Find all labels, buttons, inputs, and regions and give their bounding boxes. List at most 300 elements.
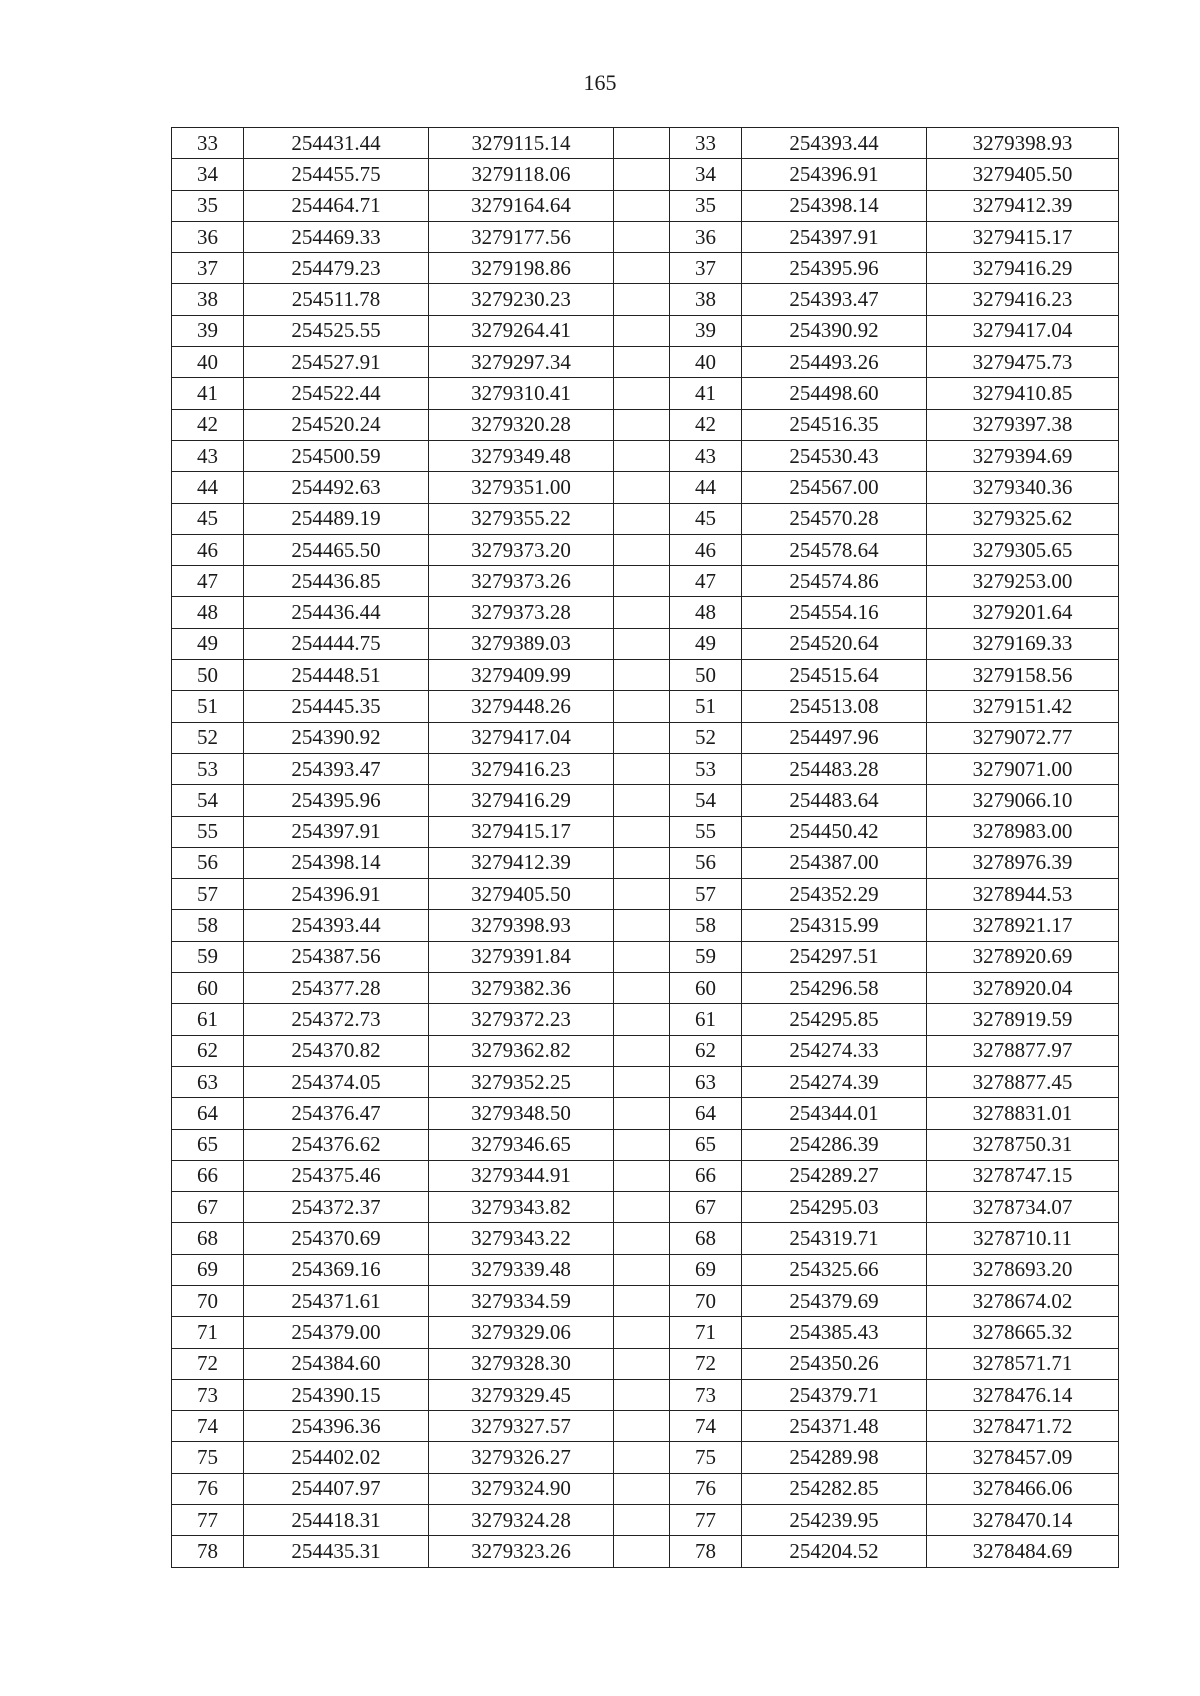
left-x-coordinate: 254370.82 [244,1035,429,1066]
right-y-coordinate: 3278747.15 [927,1160,1119,1191]
left-y-coordinate: 3279334.59 [429,1285,614,1316]
spacer-cell [614,1411,670,1442]
left-y-coordinate: 3279326.27 [429,1442,614,1473]
left-x-coordinate: 254464.71 [244,190,429,221]
table-row [172,315,1119,346]
spacer-cell [614,691,670,722]
table-row [172,628,1119,659]
left-y-coordinate: 3279118.06 [429,159,614,190]
right-point-number: 45 [670,503,742,534]
left-y-coordinate: 3279329.45 [429,1379,614,1410]
right-y-coordinate: 3278944.53 [927,879,1119,910]
left-y-coordinate: 3279448.26 [429,691,614,722]
left-x-coordinate: 254390.15 [244,1379,429,1410]
right-point-number: 38 [670,284,742,315]
left-x-coordinate: 254492.63 [244,472,429,503]
left-x-coordinate: 254418.31 [244,1505,429,1536]
table-row [172,1223,1119,1254]
right-point-number: 36 [670,221,742,252]
table-row [172,1160,1119,1191]
right-x-coordinate: 254295.85 [742,1004,927,1035]
right-x-coordinate: 254483.28 [742,753,927,784]
left-y-coordinate: 3279349.48 [429,440,614,471]
left-y-coordinate: 3279398.93 [429,910,614,941]
spacer-cell [614,660,670,691]
table-row [172,1098,1119,1129]
right-y-coordinate: 3278877.97 [927,1035,1119,1066]
left-x-coordinate: 254398.14 [244,847,429,878]
right-point-number: 57 [670,879,742,910]
left-point-number: 37 [172,253,244,284]
table-row [172,1129,1119,1160]
right-point-number: 61 [670,1004,742,1035]
left-point-number: 71 [172,1317,244,1348]
right-y-coordinate: 3278476.14 [927,1379,1119,1410]
table-row [172,597,1119,628]
spacer-cell [614,284,670,315]
right-x-coordinate: 254274.39 [742,1066,927,1097]
right-point-number: 40 [670,347,742,378]
right-y-coordinate: 3279072.77 [927,722,1119,753]
left-x-coordinate: 254511.78 [244,284,429,315]
right-point-number: 41 [670,378,742,409]
left-x-coordinate: 254395.96 [244,785,429,816]
table-row [172,1254,1119,1285]
right-x-coordinate: 254393.44 [742,128,927,159]
left-x-coordinate: 254396.91 [244,879,429,910]
left-point-number: 46 [172,534,244,565]
right-y-coordinate: 3279410.85 [927,378,1119,409]
left-y-coordinate: 3279329.06 [429,1317,614,1348]
left-y-coordinate: 3279343.22 [429,1223,614,1254]
right-point-number: 64 [670,1098,742,1129]
right-point-number: 47 [670,566,742,597]
right-y-coordinate: 3279405.50 [927,159,1119,190]
spacer-cell [614,378,670,409]
right-x-coordinate: 254493.26 [742,347,927,378]
right-point-number: 63 [670,1066,742,1097]
spacer-cell [614,847,670,878]
left-point-number: 55 [172,816,244,847]
table-row [172,847,1119,878]
table-row [172,1192,1119,1223]
left-point-number: 76 [172,1473,244,1504]
spacer-cell [614,753,670,784]
spacer-cell [614,1066,670,1097]
left-x-coordinate: 254444.75 [244,628,429,659]
spacer-cell [614,816,670,847]
right-x-coordinate: 254387.00 [742,847,927,878]
right-x-coordinate: 254578.64 [742,534,927,565]
right-point-number: 67 [670,1192,742,1223]
left-y-coordinate: 3279343.82 [429,1192,614,1223]
right-point-number: 56 [670,847,742,878]
right-x-coordinate: 254352.29 [742,879,927,910]
spacer-cell [614,1254,670,1285]
right-y-coordinate: 3278457.09 [927,1442,1119,1473]
left-y-coordinate: 3279373.26 [429,566,614,597]
right-point-number: 72 [670,1348,742,1379]
left-point-number: 62 [172,1035,244,1066]
left-y-coordinate: 3279344.91 [429,1160,614,1191]
right-y-coordinate: 3278710.11 [927,1223,1119,1254]
spacer-cell [614,1192,670,1223]
left-point-number: 57 [172,879,244,910]
left-point-number: 78 [172,1536,244,1567]
table-row [172,973,1119,1004]
table-row [172,1348,1119,1379]
left-x-coordinate: 254387.56 [244,941,429,972]
right-y-coordinate: 3278919.59 [927,1004,1119,1035]
table-row [172,253,1119,284]
table-row [172,472,1119,503]
left-x-coordinate: 254500.59 [244,440,429,471]
spacer-cell [614,1285,670,1316]
right-point-number: 50 [670,660,742,691]
table-row [172,753,1119,784]
right-y-coordinate: 3278693.20 [927,1254,1119,1285]
table-row [172,1505,1119,1536]
spacer-cell [614,628,670,659]
right-point-number: 46 [670,534,742,565]
right-y-coordinate: 3279417.04 [927,315,1119,346]
right-x-coordinate: 254397.91 [742,221,927,252]
table-row [172,1442,1119,1473]
right-point-number: 35 [670,190,742,221]
right-y-coordinate: 3279151.42 [927,691,1119,722]
right-y-coordinate: 3278750.31 [927,1129,1119,1160]
left-y-coordinate: 3279417.04 [429,722,614,753]
right-point-number: 58 [670,910,742,941]
right-point-number: 70 [670,1285,742,1316]
left-y-coordinate: 3279324.28 [429,1505,614,1536]
left-y-coordinate: 3279115.14 [429,128,614,159]
left-x-coordinate: 254435.31 [244,1536,429,1567]
table-row [172,910,1119,941]
left-y-coordinate: 3279352.25 [429,1066,614,1097]
table-row [172,1066,1119,1097]
spacer-cell [614,1160,670,1191]
right-y-coordinate: 3279475.73 [927,347,1119,378]
left-y-coordinate: 3279409.99 [429,660,614,691]
left-point-number: 49 [172,628,244,659]
table-row [172,159,1119,190]
spacer-cell [614,1348,670,1379]
left-point-number: 52 [172,722,244,753]
left-x-coordinate: 254375.46 [244,1160,429,1191]
left-y-coordinate: 3279327.57 [429,1411,614,1442]
right-point-number: 62 [670,1035,742,1066]
left-point-number: 64 [172,1098,244,1129]
right-x-coordinate: 254574.86 [742,566,927,597]
right-point-number: 76 [670,1473,742,1504]
left-y-coordinate: 3279297.34 [429,347,614,378]
left-point-number: 67 [172,1192,244,1223]
right-x-coordinate: 254516.35 [742,409,927,440]
right-point-number: 68 [670,1223,742,1254]
right-x-coordinate: 254319.71 [742,1223,927,1254]
left-point-number: 45 [172,503,244,534]
spacer-cell [614,534,670,565]
right-x-coordinate: 254570.28 [742,503,927,534]
left-x-coordinate: 254393.44 [244,910,429,941]
table-row [172,190,1119,221]
left-x-coordinate: 254370.69 [244,1223,429,1254]
spacer-cell [614,1098,670,1129]
left-point-number: 58 [172,910,244,941]
left-point-number: 53 [172,753,244,784]
left-y-coordinate: 3279382.36 [429,973,614,1004]
left-point-number: 69 [172,1254,244,1285]
left-x-coordinate: 254374.05 [244,1066,429,1097]
left-x-coordinate: 254431.44 [244,128,429,159]
page-number: 165 [583,70,617,95]
table-row [172,1536,1119,1567]
table-row [172,1379,1119,1410]
right-y-coordinate: 3279416.29 [927,253,1119,284]
right-x-coordinate: 254498.60 [742,378,927,409]
right-point-number: 55 [670,816,742,847]
table-row [172,284,1119,315]
left-x-coordinate: 254384.60 [244,1348,429,1379]
right-x-coordinate: 254385.43 [742,1317,927,1348]
left-point-number: 73 [172,1379,244,1410]
spacer-cell [614,503,670,534]
right-y-coordinate: 3279415.17 [927,221,1119,252]
left-x-coordinate: 254376.47 [244,1098,429,1129]
left-point-number: 39 [172,315,244,346]
spacer-cell [614,785,670,816]
left-x-coordinate: 254376.62 [244,1129,429,1160]
right-point-number: 49 [670,628,742,659]
spacer-cell [614,190,670,221]
left-y-coordinate: 3279415.17 [429,816,614,847]
right-y-coordinate: 3279071.00 [927,753,1119,784]
left-y-coordinate: 3279405.50 [429,879,614,910]
spacer-cell [614,1004,670,1035]
right-y-coordinate: 3279158.56 [927,660,1119,691]
right-point-number: 59 [670,941,742,972]
right-x-coordinate: 254393.47 [742,284,927,315]
right-x-coordinate: 254315.99 [742,910,927,941]
right-x-coordinate: 254282.85 [742,1473,927,1504]
spacer-cell [614,1505,670,1536]
spacer-cell [614,566,670,597]
table-row [172,347,1119,378]
spacer-cell [614,722,670,753]
spacer-cell [614,910,670,941]
right-y-coordinate: 3279340.36 [927,472,1119,503]
left-y-coordinate: 3279416.29 [429,785,614,816]
left-x-coordinate: 254402.02 [244,1442,429,1473]
right-x-coordinate: 254350.26 [742,1348,927,1379]
right-x-coordinate: 254295.03 [742,1192,927,1223]
right-point-number: 60 [670,973,742,1004]
right-y-coordinate: 3278484.69 [927,1536,1119,1567]
table-row [172,816,1119,847]
left-y-coordinate: 3279373.20 [429,534,614,565]
left-point-number: 44 [172,472,244,503]
right-y-coordinate: 3278470.14 [927,1505,1119,1536]
left-point-number: 40 [172,347,244,378]
right-x-coordinate: 254274.33 [742,1035,927,1066]
left-y-coordinate: 3279355.22 [429,503,614,534]
right-y-coordinate: 3278665.32 [927,1317,1119,1348]
right-x-coordinate: 254379.71 [742,1379,927,1410]
right-x-coordinate: 254204.52 [742,1536,927,1567]
right-point-number: 52 [670,722,742,753]
right-point-number: 78 [670,1536,742,1567]
left-point-number: 50 [172,660,244,691]
left-x-coordinate: 254379.00 [244,1317,429,1348]
left-y-coordinate: 3279373.28 [429,597,614,628]
left-point-number: 36 [172,221,244,252]
left-y-coordinate: 3279323.26 [429,1536,614,1567]
left-point-number: 66 [172,1160,244,1191]
left-point-number: 74 [172,1411,244,1442]
right-x-coordinate: 254554.16 [742,597,927,628]
right-x-coordinate: 254297.51 [742,941,927,972]
left-x-coordinate: 254390.92 [244,722,429,753]
right-point-number: 37 [670,253,742,284]
spacer-cell [614,253,670,284]
left-x-coordinate: 254371.61 [244,1285,429,1316]
table-row [172,566,1119,597]
right-point-number: 54 [670,785,742,816]
right-point-number: 77 [670,1505,742,1536]
left-point-number: 63 [172,1066,244,1097]
left-y-coordinate: 3279339.48 [429,1254,614,1285]
left-y-coordinate: 3279324.90 [429,1473,614,1504]
table-row [172,785,1119,816]
right-y-coordinate: 3278920.69 [927,941,1119,972]
spacer-cell [614,1035,670,1066]
right-x-coordinate: 254398.14 [742,190,927,221]
left-x-coordinate: 254465.50 [244,534,429,565]
left-x-coordinate: 254479.23 [244,253,429,284]
right-y-coordinate: 3278976.39 [927,847,1119,878]
left-y-coordinate: 3279372.23 [429,1004,614,1035]
right-y-coordinate: 3278983.00 [927,816,1119,847]
right-y-coordinate: 3279253.00 [927,566,1119,597]
spacer-cell [614,472,670,503]
right-y-coordinate: 3278571.71 [927,1348,1119,1379]
right-y-coordinate: 3279398.93 [927,128,1119,159]
left-x-coordinate: 254489.19 [244,503,429,534]
left-y-coordinate: 3279389.03 [429,628,614,659]
right-point-number: 39 [670,315,742,346]
right-y-coordinate: 3278466.06 [927,1473,1119,1504]
spacer-cell [614,159,670,190]
spacer-cell [614,1129,670,1160]
table-row [172,221,1119,252]
left-point-number: 48 [172,597,244,628]
left-point-number: 35 [172,190,244,221]
spacer-cell [614,347,670,378]
left-x-coordinate: 254436.44 [244,597,429,628]
left-y-coordinate: 3279348.50 [429,1098,614,1129]
left-y-coordinate: 3279346.65 [429,1129,614,1160]
left-y-coordinate: 3279328.30 [429,1348,614,1379]
table-row [172,660,1119,691]
table-row [172,722,1119,753]
left-y-coordinate: 3279351.00 [429,472,614,503]
left-x-coordinate: 254377.28 [244,973,429,1004]
right-x-coordinate: 254396.91 [742,159,927,190]
left-point-number: 72 [172,1348,244,1379]
left-x-coordinate: 254369.16 [244,1254,429,1285]
spacer-cell [614,973,670,1004]
right-x-coordinate: 254483.64 [742,785,927,816]
left-point-number: 34 [172,159,244,190]
left-y-coordinate: 3279230.23 [429,284,614,315]
right-x-coordinate: 254289.27 [742,1160,927,1191]
spacer-cell [614,879,670,910]
spacer-cell [614,315,670,346]
left-x-coordinate: 254455.75 [244,159,429,190]
right-y-coordinate: 3279397.38 [927,409,1119,440]
left-point-number: 41 [172,378,244,409]
table-row [172,378,1119,409]
left-y-coordinate: 3279412.39 [429,847,614,878]
spacer-cell [614,1379,670,1410]
right-point-number: 66 [670,1160,742,1191]
table-row [172,440,1119,471]
left-y-coordinate: 3279198.86 [429,253,614,284]
table-row [172,941,1119,972]
left-x-coordinate: 254469.33 [244,221,429,252]
spacer-cell [614,128,670,159]
right-point-number: 43 [670,440,742,471]
left-y-coordinate: 3279264.41 [429,315,614,346]
right-point-number: 53 [670,753,742,784]
right-point-number: 69 [670,1254,742,1285]
right-point-number: 44 [670,472,742,503]
right-x-coordinate: 254395.96 [742,253,927,284]
right-x-coordinate: 254390.92 [742,315,927,346]
spacer-cell [614,1473,670,1504]
left-y-coordinate: 3279391.84 [429,941,614,972]
table-row [172,1411,1119,1442]
spacer-cell [614,409,670,440]
table-row [172,879,1119,910]
right-point-number: 33 [670,128,742,159]
spacer-cell [614,1536,670,1567]
left-point-number: 54 [172,785,244,816]
table-row [172,409,1119,440]
right-point-number: 74 [670,1411,742,1442]
right-point-number: 71 [670,1317,742,1348]
left-point-number: 33 [172,128,244,159]
table-row [172,128,1119,159]
left-x-coordinate: 254397.91 [244,816,429,847]
left-point-number: 68 [172,1223,244,1254]
right-y-coordinate: 3278831.01 [927,1098,1119,1129]
right-x-coordinate: 254239.95 [742,1505,927,1536]
left-point-number: 77 [172,1505,244,1536]
left-x-coordinate: 254522.44 [244,378,429,409]
right-x-coordinate: 254515.64 [742,660,927,691]
spacer-cell [614,440,670,471]
table-row [172,503,1119,534]
left-x-coordinate: 254436.85 [244,566,429,597]
left-point-number: 38 [172,284,244,315]
left-x-coordinate: 254372.37 [244,1192,429,1223]
spacer-cell [614,221,670,252]
left-point-number: 59 [172,941,244,972]
right-y-coordinate: 3279412.39 [927,190,1119,221]
right-y-coordinate: 3279066.10 [927,785,1119,816]
